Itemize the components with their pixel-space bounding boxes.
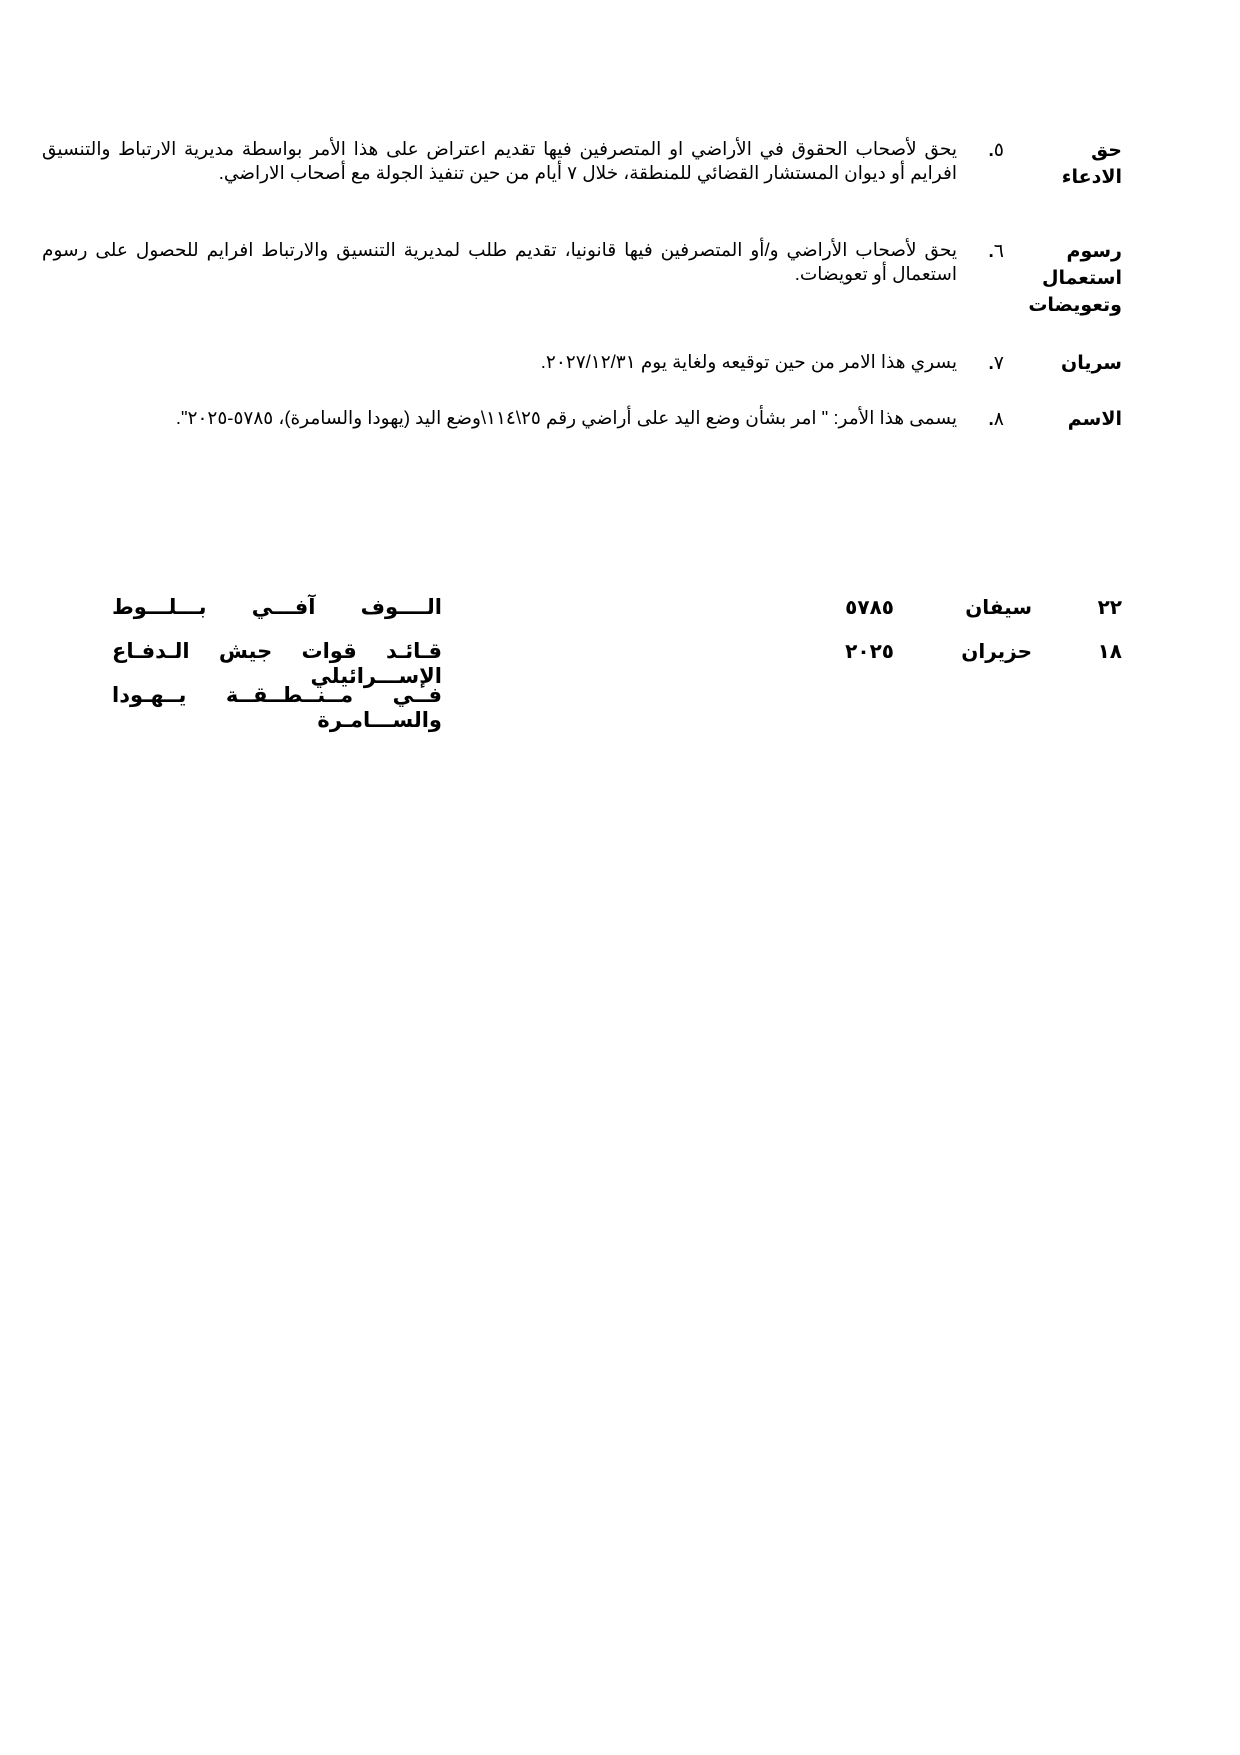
clause-text: يسمى هذا الأمر: " امر بشأن وضع اليد على أراضي رقم ٢٥\١١٤\وضع اليد (يهودا والسامرة)، ٥٧٨٥-٢٠٢٥". bbox=[175, 407, 957, 428]
clause-number: ٦. bbox=[988, 241, 1004, 262]
clause-heading-line: الادعاء bbox=[1061, 167, 1122, 188]
clause-number: ٨. bbox=[988, 409, 1004, 430]
clause-number-value: ٥ bbox=[993, 140, 1004, 161]
clause-text: يحق لأصحاب الأراضي و/أو المتصرفين فيها قانونيا، تقديم طلب لمديرية التنسيق والارتباط افرايم للحصول على رسوم استعمال أو تعويضات. bbox=[42, 239, 957, 284]
clause-heading-line: سريان bbox=[1061, 353, 1122, 374]
clause-text: يسري هذا الامر من حين توقيعه ولغاية يوم ٢٠٢٧/١٢/٣١. bbox=[540, 351, 957, 372]
clause-number-value: ٧ bbox=[993, 353, 1004, 374]
signatory-region: فــي مــنــطــقــة يــهـودا والســـامـرة bbox=[112, 684, 442, 732]
signatory-name: الــــوف آفـــي بـــلـــوط bbox=[112, 596, 442, 619]
clause-heading-line: حق bbox=[1091, 140, 1122, 161]
signature-row bbox=[112, 595, 1122, 639]
clause-number-value: ٨ bbox=[993, 409, 1004, 430]
clause-heading-line: وتعويضات bbox=[1028, 295, 1122, 316]
clause-heading-line: رسوم bbox=[1066, 241, 1122, 262]
clause-heading bbox=[1027, 137, 1122, 191]
date-day: ٢٢ bbox=[1097, 597, 1122, 619]
date-month: حزيران bbox=[961, 641, 1032, 663]
clause-heading bbox=[1027, 238, 1122, 319]
date-year: ٢٠٢٥ bbox=[845, 641, 894, 663]
clause-heading-line: الاسم bbox=[1067, 409, 1122, 430]
signatory-title: قـائـد قوات جيش الـدفـاع الإســـرائيلي bbox=[112, 640, 442, 688]
clause-text: يحق لأصحاب الحقوق في الأراضي او المتصرفين فيها تقديم اعتراض على هذا الأمر بواسطة مديرية الارتباط والتنسيق افرايم أو ديوان المستشار القضائي للمنطقة، خلال ٧ أيام من حين تنفيذ الجولة مع أصحاب الاراضي. bbox=[42, 138, 957, 183]
clause-heading-line: استعمال bbox=[1041, 268, 1122, 289]
signature-block bbox=[112, 595, 1122, 732]
clause-number-value: ٦ bbox=[993, 241, 1004, 262]
date-day: ١٨ bbox=[1097, 641, 1122, 663]
date-month: سيفان bbox=[965, 597, 1032, 619]
signature-row bbox=[112, 683, 1122, 732]
signature-row bbox=[112, 639, 1122, 688]
date-year: ٥٧٨٥ bbox=[845, 597, 894, 619]
clause-heading bbox=[1027, 350, 1122, 377]
clause-number: ٥. bbox=[988, 140, 1004, 161]
clause-number: ٧. bbox=[988, 353, 1004, 374]
clause-heading bbox=[1027, 406, 1122, 433]
